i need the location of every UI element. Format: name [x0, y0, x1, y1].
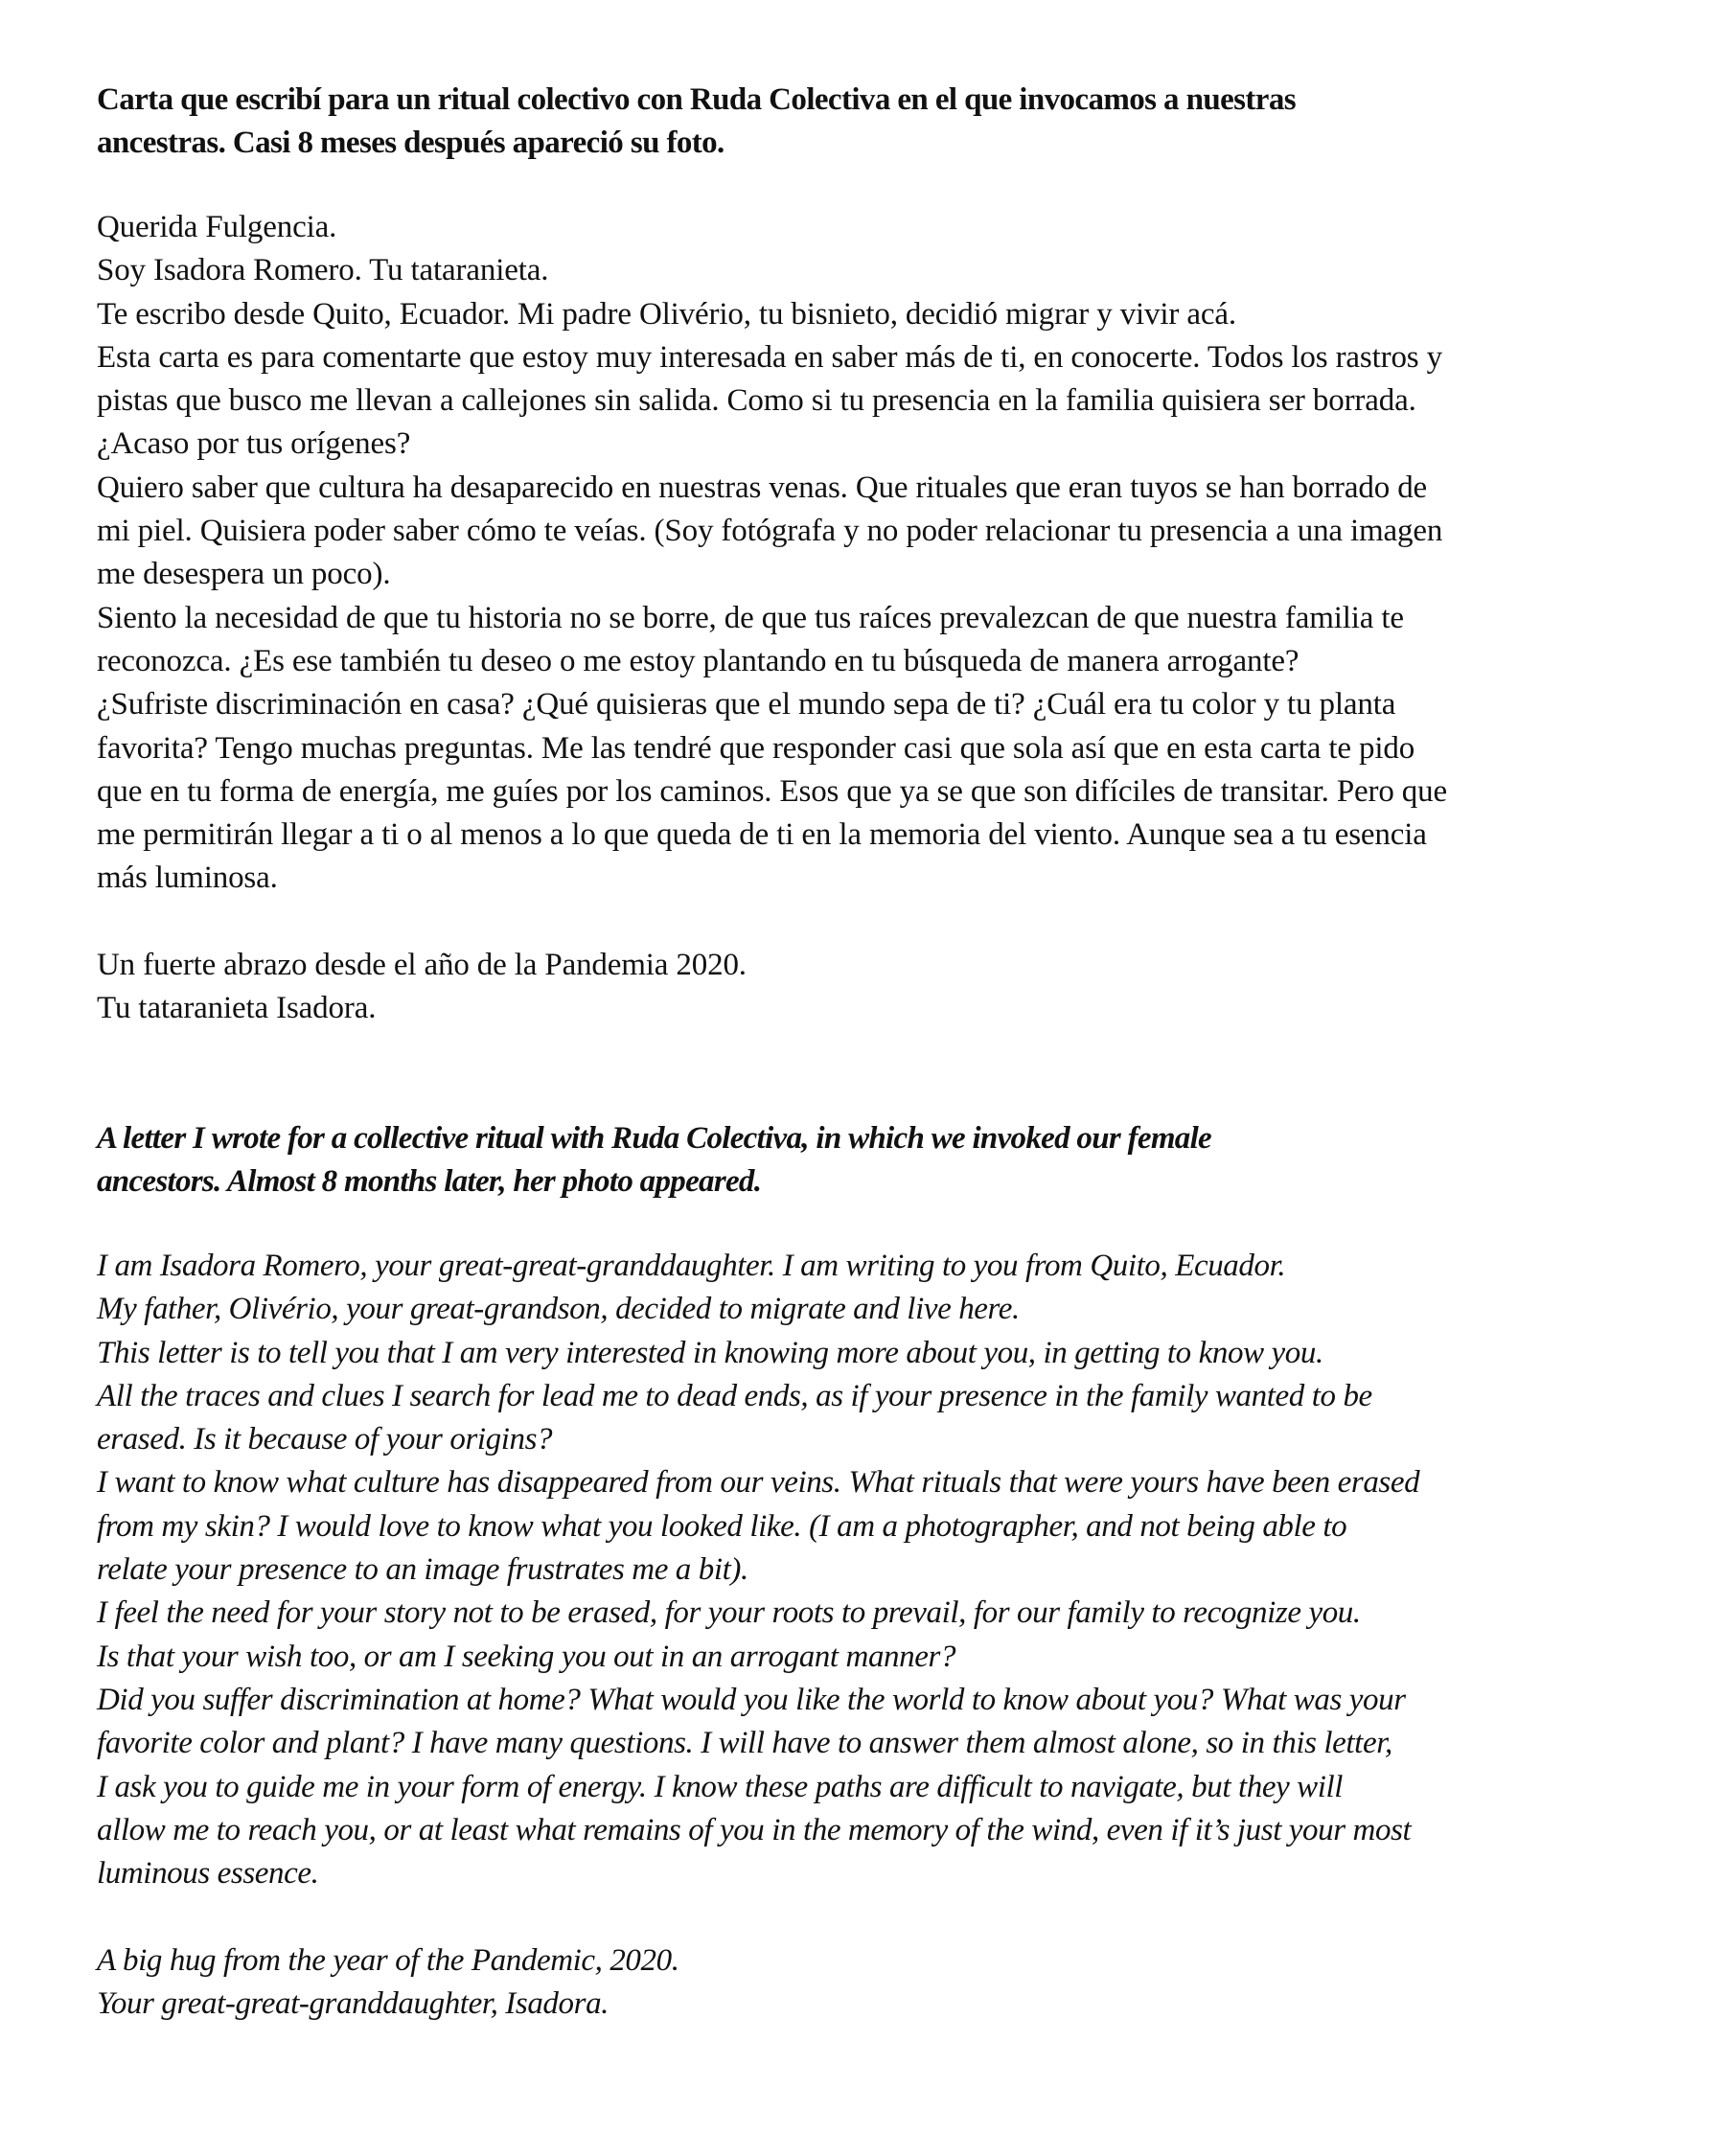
heading-line: ancestors. Almost 8 months later, her photo appeared.	[97, 1164, 762, 1200]
closing-line: Un fuerte abrazo desde el año de la Pandemia 2020.	[97, 948, 747, 983]
body-line: Did you suffer discrimination at home? What would you like the world to know about you? What was your	[97, 1682, 1406, 1717]
body-line: Is that your wish too, or am I seeking you out in an arrogant manner?	[97, 1639, 956, 1674]
body-line: me permitirán llegar a ti o al menos a lo que queda de ti en la memoria del viento. Aunque sea a tu esencia	[97, 817, 1427, 853]
body-line: ¿Acaso por tus orígenes?	[97, 426, 411, 462]
closing-line: A big hug from the year of the Pandemic, 2020.	[97, 1942, 679, 1978]
body-line: I ask you to guide me in your form of energy. I know these paths are difficult to navigate, but they will	[97, 1769, 1344, 1804]
signature-line: Tu tataranieta Isadora.	[97, 991, 377, 1026]
body-line: Quiero saber que cultura ha desaparecido en nuestras venas. Que rituales que eran tuyos se han borrado de	[97, 470, 1428, 505]
body-line: me desespera un poco).	[97, 557, 391, 592]
signature-line: Your great-great-granddaughter, Isadora.	[97, 1986, 610, 2022]
body-line: que en tu forma de energía, me guíes por los caminos. Esos que ya se que son difíciles de transitar. Pero que	[97, 773, 1447, 809]
body-line: más luminosa.	[97, 860, 278, 896]
heading-line: A letter I wrote for a collective ritual with Ruda Colectiva, in which we invoked our female	[97, 1121, 1211, 1156]
body-line: Esta carta es para comentarte que estoy muy interesada en saber más de ti, en conocerte. Todos los rastros y	[97, 339, 1442, 375]
body-line: Siento la necesidad de que tu historia no se borre, de que tus raíces prevalezcan de que nuestra familia te	[97, 600, 1404, 635]
body-line: ¿Sufriste discriminación en casa? ¿Qué quisieras que el mundo sepa de ti? ¿Cuál era tu color y tu planta	[97, 687, 1396, 722]
spanish-letter-body	[97, 206, 1668, 1031]
body-line: I am Isadora Romero, your great-great-granddaughter. I am writing to you from Quito, Ecuador.	[97, 1249, 1286, 1283]
body-line: My father, Olivério, your great-grandson, decided to migrate and live here.	[97, 1292, 1020, 1327]
paragraph-gap	[97, 901, 1668, 944]
english-letter-body	[97, 1245, 1668, 2026]
body-line: mi piel. Quisiera poder saber cómo te veías. (Soy fotógrafa y no poder relacionar tu presencia a una imagen	[97, 514, 1443, 549]
paragraph-gap	[97, 1895, 1668, 1938]
body-line: I feel the need for your story not to be erased, for your roots to prevail, for our family to recognize you.	[97, 1595, 1361, 1631]
body-line: Soy Isadora Romero. Tu tataranieta.	[97, 253, 549, 288]
body-line: This letter is to tell you that I am very interested in knowing more about you, in getting to know you.	[97, 1335, 1323, 1370]
body-line: Querida Fulgencia.	[97, 210, 337, 244]
body-line: reconozca. ¿Es ese también tu deseo o me estoy plantando en tu búsqueda de manera arrogante?	[97, 643, 1300, 678]
heading-line: Carta que escribí para un ritual colectivo con Ruda Colectiva en el que invocamos a nuestras	[97, 82, 1296, 117]
body-line: I want to know what culture has disappeared from our veins. What rituals that were yours have been erased	[97, 1465, 1420, 1501]
body-line: favorite color and plant? I have many questions. I will have to answer them almost alone, so in this letter,	[97, 1726, 1392, 1761]
body-line: erased. Is it because of your origins?	[97, 1422, 553, 1457]
english-heading	[97, 1117, 1668, 1204]
body-line: from my skin? I would love to know what you looked like. (I am a photographer, and not being able to	[97, 1508, 1347, 1544]
heading-line: ancestras. Casi 8 meses después apareció su foto.	[97, 126, 724, 161]
body-line: allow me to reach you, or at least what remains of you in the memory of the wind, even if it’s just your most	[97, 1812, 1412, 1847]
spanish-heading	[97, 79, 1668, 166]
body-line: All the traces and clues I search for lead me to dead ends, as if your presence in the family wanted to be	[97, 1378, 1372, 1413]
body-line: favorita? Tengo muchas preguntas. Me las tendré que responder casi que sola así que en esta carta te pido	[97, 730, 1415, 766]
body-line: pistas que busco me llevan a callejones sin salida. Como si tu presencia en la familia quisiera ser borrada.	[97, 383, 1416, 419]
body-line: Te escribo desde Quito, Ecuador. Mi padre Olivério, tu bisnieto, decidió migrar y vivir acá.	[97, 296, 1236, 332]
body-line: luminous essence.	[97, 1856, 319, 1892]
body-line: relate your presence to an image frustrates me a bit).	[97, 1552, 748, 1588]
